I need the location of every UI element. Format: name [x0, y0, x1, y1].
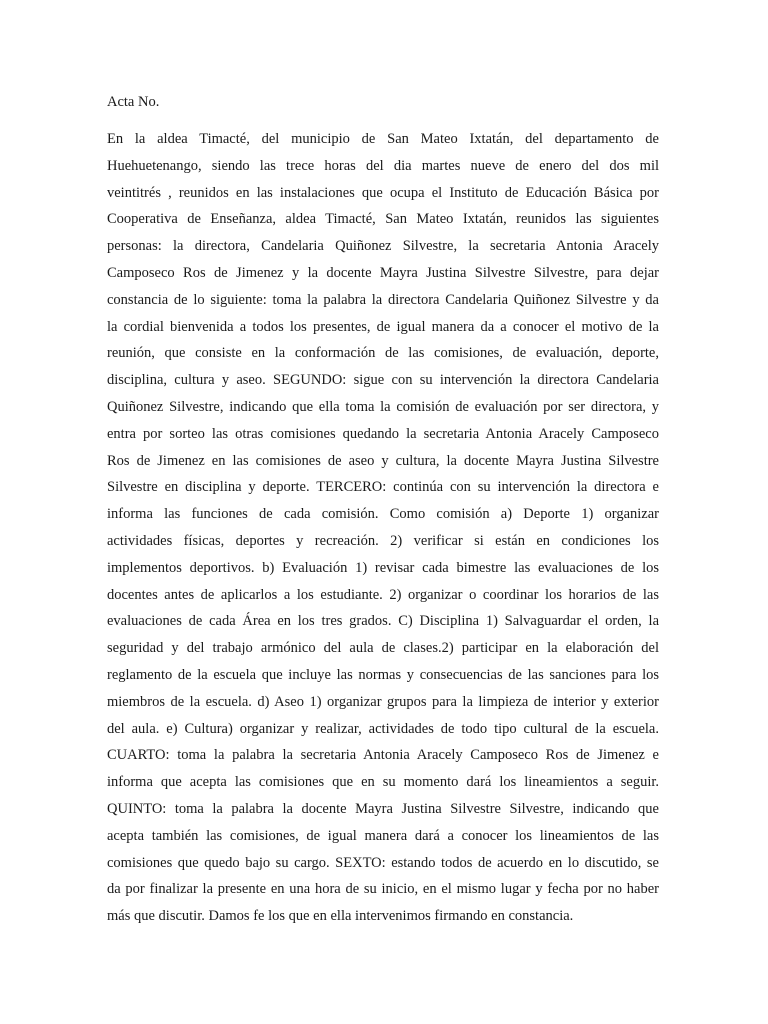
text-line: da por finalizar la presente en una hora de su inicio, en el mismo lugar y fecha por no haber [107, 881, 659, 898]
acta-heading: Acta No. [107, 94, 160, 110]
text-line: CUARTO: toma la palabra la secretaria Antonia Aracely Camposeco Ros de Jimenez e [107, 747, 659, 764]
text-line: Huehuetenango, siendo las trece horas del dia martes nueve de enero del dos mil [107, 157, 659, 174]
text-line: veintitrés , reunidos en las instalaciones que ocupa el Instituto de Educación Básica por [107, 184, 659, 201]
text-line: docentes antes de aplicarlos a los estudiante. 2) organizar o coordinar los horarios de las [107, 586, 659, 603]
text-line: En la aldea Timacté, del municipio de San Mateo Ixtatán, del departamento de [107, 131, 659, 147]
text-line: personas: la directora, Candelaria Quiñonez Silvestre, la secretaria Antonia Aracely [107, 238, 659, 255]
acta-body [107, 126, 659, 930]
text-line: Quiñonez Silvestre, indicando que ella toma la comisión de evaluación por ser directora, y [107, 398, 659, 415]
text-line: comisiones que quedo bajo su cargo. SEXTO: estando todos de acuerdo en lo discutido, se [107, 854, 659, 871]
text-line: QUINTO: toma la palabra la docente Mayra Justina Silvestre Silvestre, indicando que [107, 800, 659, 817]
text-line: Camposeco Ros de Jimenez y la docente Mayra Justina Silvestre Silvestre, para dejar [107, 264, 659, 281]
text-line: entra por sorteo las otras comisiones quedando la secretaria Antonia Aracely Camposeco [107, 425, 659, 442]
text-line: miembros de la escuela. d) Aseo 1) organizar grupos para la limpieza de interior y exterior [107, 693, 659, 710]
text-line: la cordial bienvenida a todos los presentes, de igual manera da a conocer el motivo de la [107, 318, 659, 335]
text-line: acepta también las comisiones, de igual manera dará a conocer los lineamientos de las [107, 827, 659, 844]
text-line: más que discutir. Damos fe los que en ella intervenimos firmando en constancia. [107, 908, 574, 925]
text-line: disciplina, cultura y aseo. SEGUNDO: sigue con su intervención la directora Candelaria [107, 372, 659, 389]
text-line: Cooperativa de Enseñanza, aldea Timacté, San Mateo Ixtatán, reunidos las siguientes [107, 211, 659, 228]
text-line: constancia de lo siguiente: toma la palabra la directora Candelaria Quiñonez Silvestre y da [107, 291, 659, 308]
text-line: informa las funciones de cada comisión. Como comisión a) Deporte 1) organizar [107, 506, 659, 523]
text-line: Ros de Jimenez en las comisiones de aseo y cultura, la docente Mayra Justina Silvestre [107, 452, 659, 469]
text-line: evaluaciones de cada Área en los tres grados. C) Disciplina 1) Salvaguardar el orden, la [107, 613, 659, 630]
text-line: informa que acepta las comisiones que en su momento dará los lineamientos a seguir. [107, 774, 659, 791]
text-line: implementos deportivos. b) Evaluación 1) revisar cada bimestre las evaluaciones de los [107, 559, 659, 576]
text-line: del aula. e) Cultura) organizar y realizar, actividades de todo tipo cultural de la escuela. [107, 720, 659, 737]
text-line: reunión, que consiste en la conformación de las comisiones, de evaluación, deporte, [107, 345, 659, 362]
text-line: reglamento de la escuela que incluye las normas y consecuencias de las sanciones para los [107, 666, 659, 683]
text-line: Silvestre en disciplina y deporte. TERCERO: continúa con su intervención la directora e [107, 479, 659, 496]
text-line: actividades físicas, deportes y recreación. 2) verificar si están en condiciones los [107, 532, 659, 549]
text-line: seguridad y del trabajo armónico del aula de clases.2) participar en la elaboración del [107, 640, 659, 657]
